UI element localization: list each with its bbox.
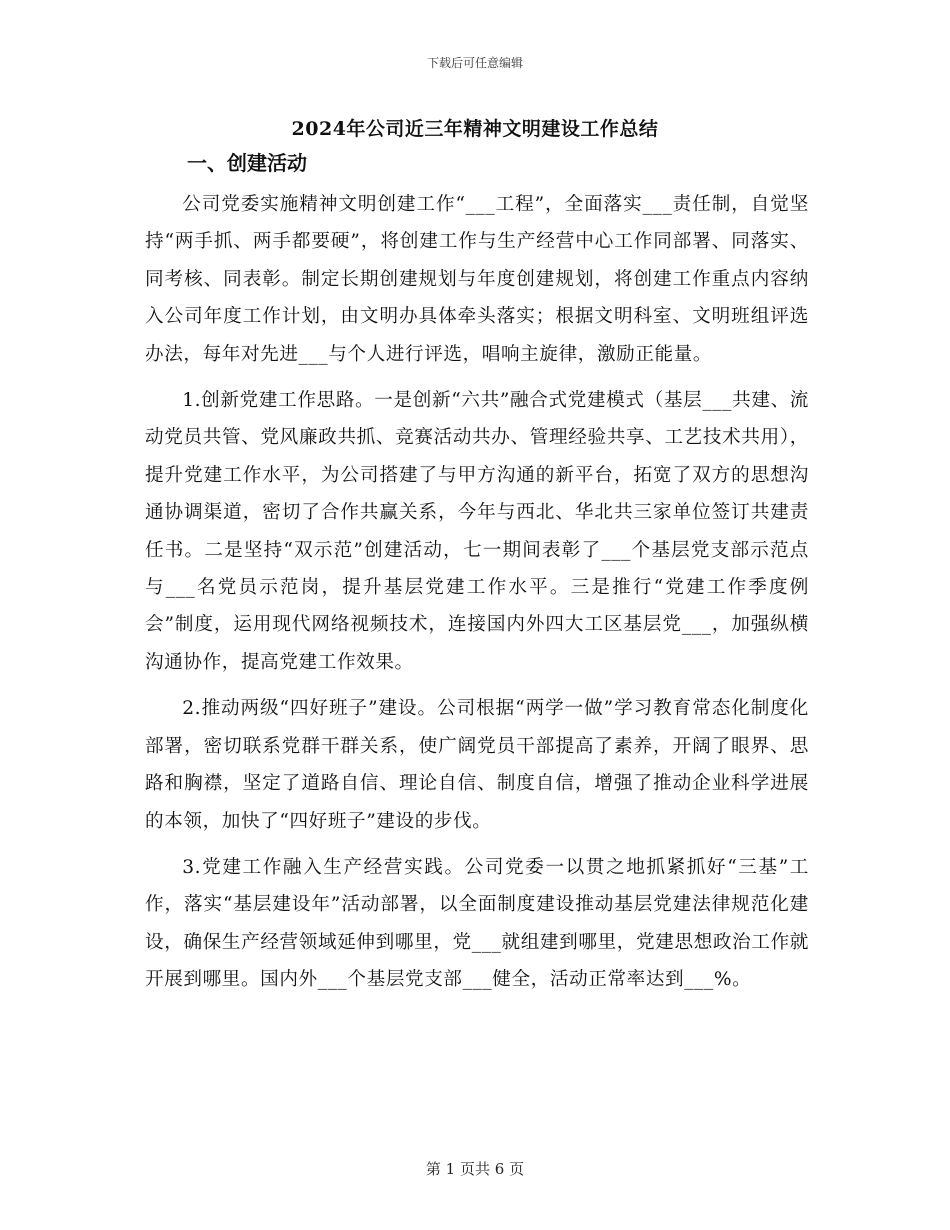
page-number: 第 1 页共 6 页 xyxy=(425,1160,525,1178)
paragraph-2: 2.推动两级“四好班子”建设。公司根据“两学一做”学习教育常态化制度化部署，密切联系党群干群关系，使广阔党员干部提高了素养，开阔了眼界、思路和胸襟，坚定了道路自信、理论自信、制度自信，增强了推动企业科学进展的本领，加快了“四好班子”建设的步伐。 xyxy=(145,698,809,832)
page-header-note: 下载后可任意编辑 xyxy=(426,56,523,70)
paragraph-3: 3.党建工作融入生产经营实践。公司党委一以贯之地抓紧抓好“三基”工作，落实“基层建设年”活动部署，以全面制度建设推动基层党建法律规范化建设，确保生产经营领域延伸到哪里，党___就组建到哪里，党建思想政治工作就开展到哪里。国内外___个基层党支部___健全，活动正常率达到___%。 xyxy=(145,856,809,991)
document-title: 2024年公司近三年精神文明建设工作总结 xyxy=(291,118,659,140)
section-heading: 一、创建活动 xyxy=(187,151,307,175)
document-body xyxy=(145,148,809,999)
paragraph-intro: 公司党委实施精神文明创建工作“___工程”，全面落实___责任制，自觉坚持“两手抓、两手都要硬”，将创建工作与生产经营中心工作同部署、同落实、同考核、同表彰。制定长期创建规划与年度创建规划，将创建工作重点内容纳入公司年度工作计划，由文明办具体牵头落实；根据文明科室、文明班组评选办法，每年对先进___与个人进行评选，唱响主旋律，激励正能量。 xyxy=(145,194,809,365)
paragraph-1: 1.创新党建工作思路。一是创新“六共”融合式党建模式（基层___共建、流动党员共管、党风廉政共抓、竞赛活动共办、管理经验共享、工艺技术共用），提升党建工作水平，为公司搭建了与甲方沟通的新平台，拓宽了双方的思想沟通协调渠道，密切了合作共赢关系，今年与西北、华北共三家单位签订共建责任书。二是坚持“双示范”创建活动，七一期间表彰了___个基层党支部示范点与___名党员示范岗，提升基层党建工作水平。三是推行“党建工作季度例会”制度，运用现代网络视频技术，连接国内外四大工区基层党___，加强纵横沟通协作，提高党建工作效果。 xyxy=(145,390,809,673)
